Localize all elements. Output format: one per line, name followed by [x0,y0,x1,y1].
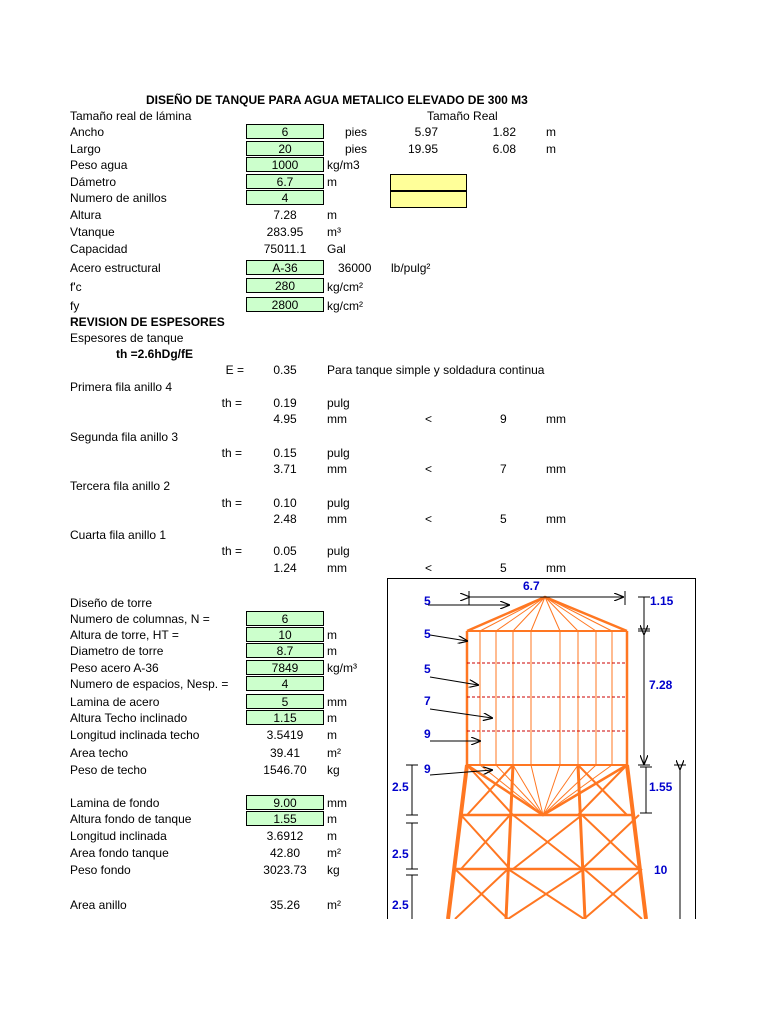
diametro-label: Dámetro [70,175,117,189]
row3-pulg: 0.10 [273,496,297,510]
fc-unit: kg/cm² [327,280,363,294]
altura-unit: m [327,208,337,222]
row2-label: Segunda fila anillo 3 [70,430,179,444]
espacios-input[interactable]: 4 [246,676,324,691]
row3-mm-unit: mm [327,512,347,526]
row3-limit-unit: mm [546,512,566,526]
torre-diametro-unit: m [327,644,337,658]
ring-thickness-label-1: 5 [424,594,431,608]
row3-limit: 5 [500,512,507,526]
fc-input[interactable]: 280 [246,278,324,293]
peso-acero-input[interactable]: 7849 [246,660,324,675]
torre-altura-input[interactable]: 10 [246,627,324,642]
torre-heading: Diseño de torre [70,596,153,610]
area-anillo-label: Area anillo [70,898,127,912]
row2-limit-unit: mm [546,462,566,476]
peso-techo-label: Peso de techo [70,763,147,777]
row4-mm: 1.24 [273,561,297,575]
ancho-real-2: 1.82 [492,125,516,139]
peso-techo-value: 1546.70 [263,763,307,777]
row1-pulg-unit: pulg [327,396,350,410]
row1-limit: 9 [500,412,507,426]
area-anillo-unit: m² [327,898,341,912]
torre-altura-unit: m [327,628,337,642]
lamina-fondo-input[interactable]: 9.00 [246,795,324,810]
largo-label: Largo [70,142,101,156]
row1-limit-unit: mm [546,412,566,426]
columnas-input[interactable]: 6 [246,611,324,626]
fc-label: f'c [70,280,82,294]
spacing-label-3: 2.5 [392,898,409,912]
e-label: E = [225,363,244,377]
peso-techo-unit: kg [327,763,340,777]
ring-thickness-label-2: 5 [424,627,431,641]
lamina-acero-label: Lamina de acero [70,695,160,709]
row4-pulg: 0.05 [273,544,297,558]
row1-mm: 4.95 [273,412,297,426]
torre-diametro-label: Diametro de torre [70,644,164,658]
lamina-fondo-label: Lamina de fondo [70,796,160,810]
bottom-thickness-label: 9 [424,762,431,776]
ancho-unit: pies [345,125,368,139]
altura-techo-input[interactable]: 1.15 [246,710,324,725]
peso-agua-label: Peso agua [70,158,128,172]
largo-input[interactable]: 20 [246,141,324,156]
peso-fondo-label: Peso fondo [70,863,131,877]
wall-height-label: 7.28 [649,678,673,692]
altura-fondo-unit: m [327,812,337,826]
acero-unit: lb/pulg² [391,261,431,275]
peso-agua-unit: kg/m3 [327,158,360,172]
espacios-label: Numero de espacios, Nesp. = [70,677,229,691]
peso-agua-input[interactable]: 1000 [246,157,324,172]
row1-pulg: 0.19 [273,396,297,410]
area-fondo-label: Area fondo tanque [70,846,169,860]
largo-real-unit: m [546,142,556,156]
ring-thickness-label-5: 9 [424,727,431,741]
acero-label: Acero estructural [70,261,161,275]
row3-label: Tercera fila anillo 2 [70,479,171,493]
tank-diagram [387,578,696,919]
diameter-label: 6.7 [523,579,540,593]
row3-mm: 2.48 [273,512,297,526]
row3-th: th = [221,496,242,510]
row1-lt: < [425,412,433,426]
row2-pulg-unit: pulg [327,446,350,460]
long-inclinada-unit: m [327,829,337,843]
ring-thickness-label-3: 5 [424,662,431,676]
real-size-label: Tamaño Real [427,109,498,123]
columnas-label: Numero de columnas, N = [70,612,210,626]
row1-th: th = [221,396,242,410]
area-techo-value: 39.41 [269,746,301,760]
revision-formula: th =2.6hDg/fE [116,347,194,361]
row4-lt: < [425,561,433,575]
peso-fondo-value: 3023.73 [263,863,307,877]
row2-lt: < [425,462,433,476]
row1-mm-unit: mm [327,412,347,426]
ancho-input[interactable]: 6 [246,124,324,139]
long-techo-label: Longitud inclinada techo [70,728,200,742]
spacing-label-1: 2.5 [392,780,409,794]
row4-mm-unit: mm [327,561,347,575]
area-anillo-value: 35.26 [269,898,301,912]
page-title: DISEÑO DE TANQUE PARA AGUA METALICO ELEVADO DE 300 M3 [146,93,528,107]
row3-lt: < [425,512,433,526]
long-techo-unit: m [327,728,337,742]
capacidad-label: Capacidad [70,242,128,256]
row3-pulg-unit: pulg [327,496,350,510]
row4-limit-unit: mm [546,561,566,575]
tank-drawing [388,579,695,919]
vtanque-value: 283.95 [266,225,304,239]
ancho-real-unit: m [546,125,556,139]
area-techo-unit: m² [327,746,341,760]
row1-label: Primera fila anillo 4 [70,380,173,394]
lamina-acero-input[interactable]: 5 [246,694,324,709]
torre-altura-label: Altura de torre, HT = [70,628,179,642]
row2-mm: 3.71 [273,462,297,476]
diametro-input[interactable]: 6.7 [246,174,324,189]
row2-th: th = [221,446,242,460]
fy-input[interactable]: 2800 [246,297,324,312]
bottom-height-label: 1.55 [649,780,673,794]
vtanque-label: Vtanque [70,225,115,239]
altura-techo-unit: m [327,711,337,725]
capacidad-value: 75011.1 [263,242,307,256]
e-value: 0.35 [273,363,297,377]
row4-limit: 5 [500,561,507,575]
spacing-label-2: 2.5 [392,847,409,861]
revision-sub: Espesores de tanque [70,331,184,345]
revision-heading: REVISION DE ESPESORES [70,315,225,329]
row2-mm-unit: mm [327,462,347,476]
torre-diametro-input[interactable]: 8.7 [246,643,324,658]
largo-real-1: 19.95 [407,142,438,156]
lamina-fondo-unit: mm [327,796,347,810]
area-fondo-value: 42.80 [269,846,301,860]
altura-fondo-label: Altura fondo de tanque [70,812,192,826]
yellow-cell-2[interactable] [390,191,467,208]
roof-height-label: 1.15 [650,594,674,608]
largo-real-2: 6.08 [492,142,516,156]
long-inclinada-label: Longitud inclinada [70,829,167,843]
row4-label: Cuarta fila anillo 1 [70,528,167,542]
row4-th: th = [221,544,242,558]
largo-unit: pies [345,142,368,156]
ancho-label: Ancho [70,125,105,139]
row2-pulg: 0.15 [273,446,297,460]
row4-pulg-unit: pulg [327,544,350,558]
anillos-label: Numero de anillos [70,191,167,205]
tower-height-label: 10 [654,863,668,877]
area-techo-label: Area techo [70,746,129,760]
altura-techo-label: Altura Techo inclinado [70,711,188,725]
e-note: Para tanque simple y soldadura continua [327,363,545,377]
acero-input[interactable]: A-36 [246,260,324,275]
tank-structure [448,597,646,919]
acero-extra: 36000 [338,261,372,275]
lamina-acero-unit: mm [327,695,347,709]
vtanque-unit: m³ [327,225,341,239]
altura-label: Altura [70,208,102,222]
yellow-cell-1[interactable] [390,174,467,191]
area-fondo-unit: m² [327,846,341,860]
fy-label: fy [70,299,80,313]
diametro-unit: m [327,175,337,189]
ring-thickness-label-4: 7 [424,694,431,708]
long-techo-value: 3.5419 [266,728,304,742]
anillos-input[interactable]: 4 [246,190,324,205]
peso-acero-label: Peso acero A-36 [70,661,159,675]
ancho-real-1: 5.97 [414,125,438,139]
peso-acero-unit: kg/m³ [327,661,357,675]
fy-unit: kg/cm² [327,299,363,313]
row2-limit: 7 [500,462,507,476]
lamina-label: Tamaño real de lámina [70,109,192,123]
peso-fondo-unit: kg [327,863,340,877]
altura-value: 7.28 [273,208,297,222]
capacidad-unit: Gal [327,242,346,256]
altura-fondo-input[interactable]: 1.55 [246,811,324,826]
long-inclinada-value: 3.6912 [266,829,304,843]
